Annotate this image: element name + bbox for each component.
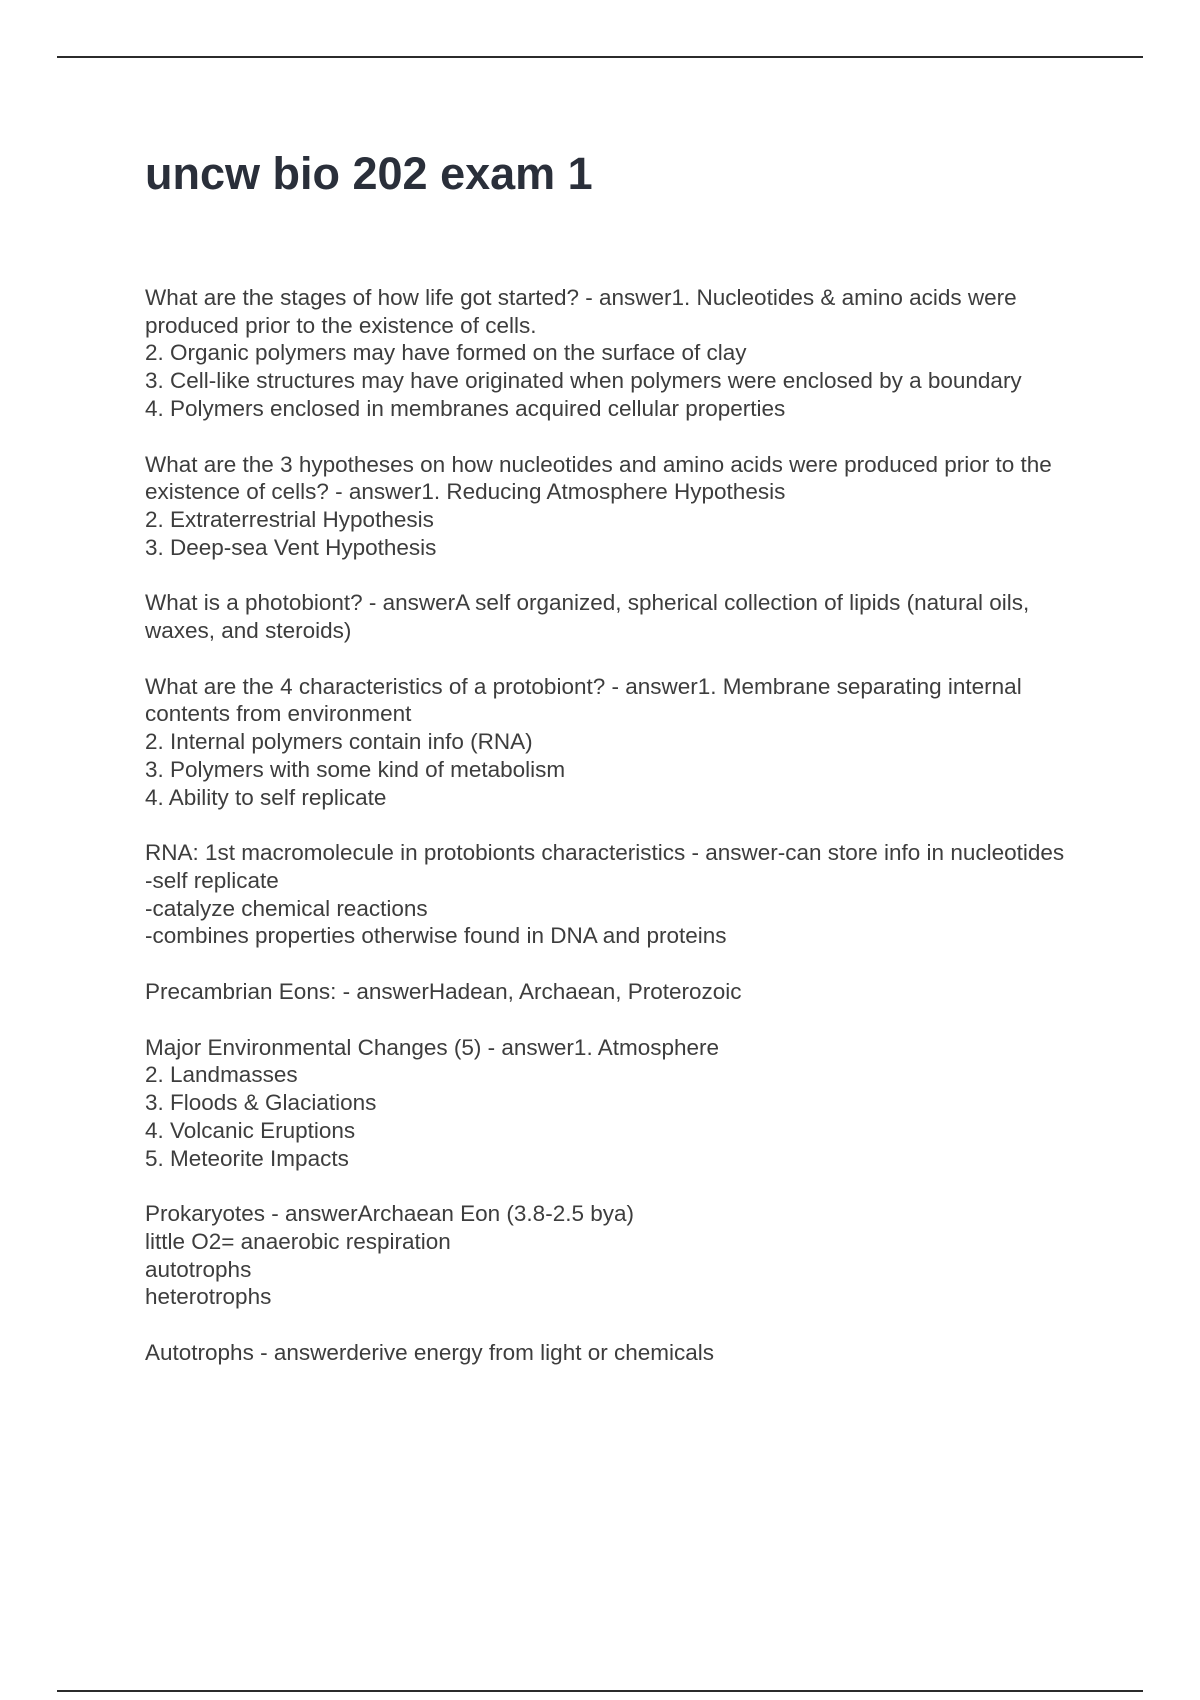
qa-line: little O2= anaerobic respiration (145, 1228, 451, 1254)
qa-line: 2. Organic polymers may have formed on the surface of clay (145, 340, 747, 366)
bottom-rule (57, 1690, 1143, 1692)
qa-line: autotrophs (145, 1256, 252, 1282)
qa-entry-hypotheses (145, 451, 1095, 562)
qa-line: What are the stages of how life got started? - answer1. Nucleotides & amino acids were produced prior to the existence of cells. (145, 285, 1023, 338)
qa-line: 4. Volcanic Eruptions (145, 1117, 356, 1143)
qa-entry-precambrian-eons (145, 978, 1095, 1006)
qa-line: 3. Polymers with some kind of metabolism (145, 756, 566, 782)
flashcard-list (145, 284, 1095, 1395)
qa-line: -self replicate (145, 867, 279, 893)
qa-line: Prokaryotes - answerArchaean Eon (3.8-2.5 bya) (145, 1201, 634, 1227)
qa-line: 2. Landmasses (145, 1062, 298, 1088)
qa-line: Major Environmental Changes (5) - answer1. Atmosphere (145, 1034, 720, 1060)
qa-entry-rna (145, 839, 1095, 950)
qa-line: What are the 3 hypotheses on how nucleotides and amino acids were produced prior to the existence of cells? - answer1. Reducing Atmosphere Hypothesis (145, 451, 1059, 505)
qa-line: 5. Meteorite Impacts (145, 1145, 349, 1171)
qa-line: Autotrophs - answerderive energy from light or chemicals (145, 1340, 714, 1366)
qa-line: What are the 4 characteristics of a protobiont? - answer1. Membrane separating internal contents from environment (145, 673, 1028, 727)
qa-entry-autotrophs (145, 1339, 1095, 1367)
qa-line: 4. Polymers enclosed in membranes acquired cellular properties (145, 395, 786, 421)
qa-line: 3. Cell-like structures may have originated when polymers were enclosed by a boundary (145, 368, 1022, 394)
qa-line: RNA: 1st macromolecule in protobionts characteristics - answer-can store info in nucleotides (145, 840, 1065, 866)
qa-line: 2. Extraterrestrial Hypothesis (145, 506, 434, 532)
qa-entry-environmental-changes (145, 1034, 1095, 1173)
qa-entry-photobiont (145, 589, 1095, 644)
qa-line: 4. Ability to self replicate (145, 784, 387, 810)
qa-entry-prokaryotes (145, 1200, 1095, 1311)
qa-line: heterotrophs (145, 1284, 272, 1310)
qa-line: Precambrian Eons: - answerHadean, Archaean, Proterozoic (145, 979, 742, 1005)
qa-entry-protobiont-characteristics (145, 673, 1095, 812)
qa-line: 3. Deep-sea Vent Hypothesis (145, 534, 437, 560)
page-title: uncw bio 202 exam 1 (145, 148, 593, 199)
top-rule (57, 56, 1143, 58)
qa-line: 2. Internal polymers contain info (RNA) (145, 729, 533, 755)
qa-entry-life-stages (145, 284, 1095, 423)
qa-line: -catalyze chemical reactions (145, 895, 428, 921)
qa-line: -combines properties otherwise found in DNA and proteins (145, 923, 727, 949)
qa-line: 3. Floods & Glaciations (145, 1090, 377, 1116)
qa-line: What is a photobiont? - answerA self organized, spherical collection of lipids (natural oils, waxes, and steroids) (145, 590, 1036, 644)
